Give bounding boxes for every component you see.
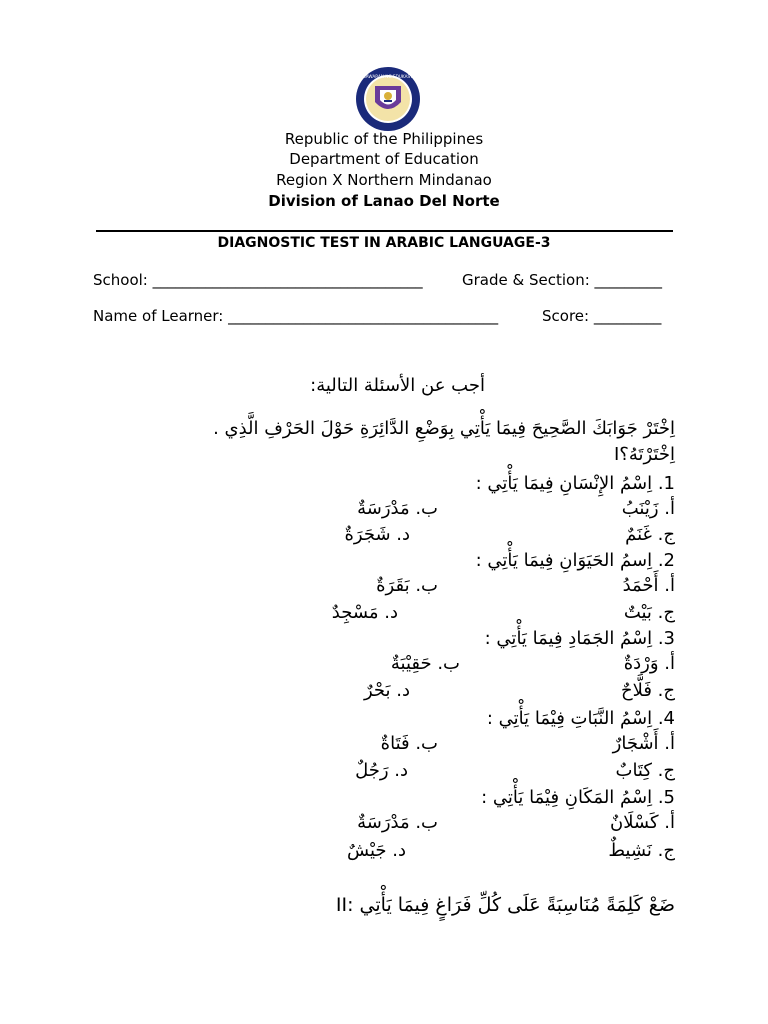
question-5-option-c: ج. نَشِيطٌ: [608, 840, 675, 861]
header-line-division: Division of Lanao Del Norte: [268, 192, 500, 210]
part2-instruction: II: ضَعْ كَلِمَةً مُنَاسِبَةً عَلَى كُلِّ فَرَاغٍ فِيمَا يَأْتِي: [335, 894, 675, 916]
grade-section-field: Grade & Section: _________: [462, 271, 663, 289]
question-2-option-b: ب. بَقَرَةٌ: [376, 575, 438, 596]
question-5-option-a: أ. كَسْلَانٌ: [609, 812, 675, 833]
question-5-option-b: ب. مَدْرَسَةٌ: [357, 812, 438, 833]
question-1-option-d: د. شَجَرَةٌ: [344, 524, 410, 545]
question-1-option-b: ب. مَدْرَسَةٌ: [357, 498, 438, 519]
test-title: DIAGNOSTIC TEST IN ARABIC LANGUAGE-3: [217, 235, 551, 251]
question-4-option-a: أ. أَشْجَارٌ: [612, 733, 675, 754]
question-1-option-a: أ. زَيْنَبُ: [621, 498, 675, 519]
question-3-option-c: ج. فَلَّاحٌ: [620, 680, 675, 701]
question-2-option-c: ج. بَيْتٌ: [623, 602, 675, 623]
score-field: Score: _________: [542, 307, 662, 325]
question-3-option-d: د. بَحْرٌ: [363, 680, 410, 701]
question-4-stem: 4. اِسْمُ النَّبَاتِ فِيْمَا يَأْتِي :: [486, 708, 675, 729]
part1-instruction-line1: اِخْتَرْ جَوَابَكَ الصَّحِيحَ فِيمَا يَأْتِي بِوَضْعِ الدَّائِرَةِ حَوْلَ الحَرْفِ الَّذِي .: [213, 418, 675, 439]
learner-name-field: Name of Learner: ____________________________________: [93, 307, 499, 325]
header-line-region: Region X Northern Mindanao: [276, 171, 492, 189]
question-2-option-d: د. مَسْجِدٌ: [331, 602, 398, 623]
question-5-option-d: د. جَيْشٌ: [347, 840, 406, 861]
question-4-option-d: د. رَجُلٌ: [355, 760, 408, 781]
question-1-option-c: ج. غَنَمٌ: [625, 524, 675, 545]
header-divider: [96, 230, 673, 232]
question-3-option-b: ب. حَقِيْبَةٌ: [390, 653, 460, 674]
part1-instruction-line2: Iاِخْتَرْتَهُ؟: [613, 444, 675, 465]
question-3-option-a: أ. وَرْدَةٌ: [623, 653, 675, 674]
header-line-department: Department of Education: [289, 150, 479, 168]
question-4-option-c: ج. كِتَابٌ: [615, 760, 675, 781]
svg-text:KAGAWARAN NG EDUKASYON: KAGAWARAN NG EDUKASYON: [357, 74, 419, 79]
question-2-stem: 2. اِسمُ الحَيَوَانِ فِيمَا يَأْتِي :: [475, 550, 675, 571]
question-2-option-a: أ. أَحْمَدُ: [622, 575, 675, 596]
deped-seal-logo: [355, 66, 421, 132]
school-field: School: ____________________________________: [93, 271, 423, 289]
instructions-heading: أجب عن الأسئلة التالية:: [310, 375, 485, 396]
question-5-stem: 5. اِسْمُ المَكَانِ فِيْمَا يَأْتِي :: [481, 787, 675, 808]
question-1-stem: 1. اِسْمُ الإِنْسَانِ فِيمَا يَأْتِي :: [475, 473, 675, 494]
header-line-republic: Republic of the Philippines: [284, 130, 484, 148]
question-4-option-b: ب. فَتَاةٌ: [380, 733, 438, 754]
question-3-stem: 3. اِسْمُ الجَمَادِ فِيمَا يَأْتِي :: [484, 628, 675, 649]
